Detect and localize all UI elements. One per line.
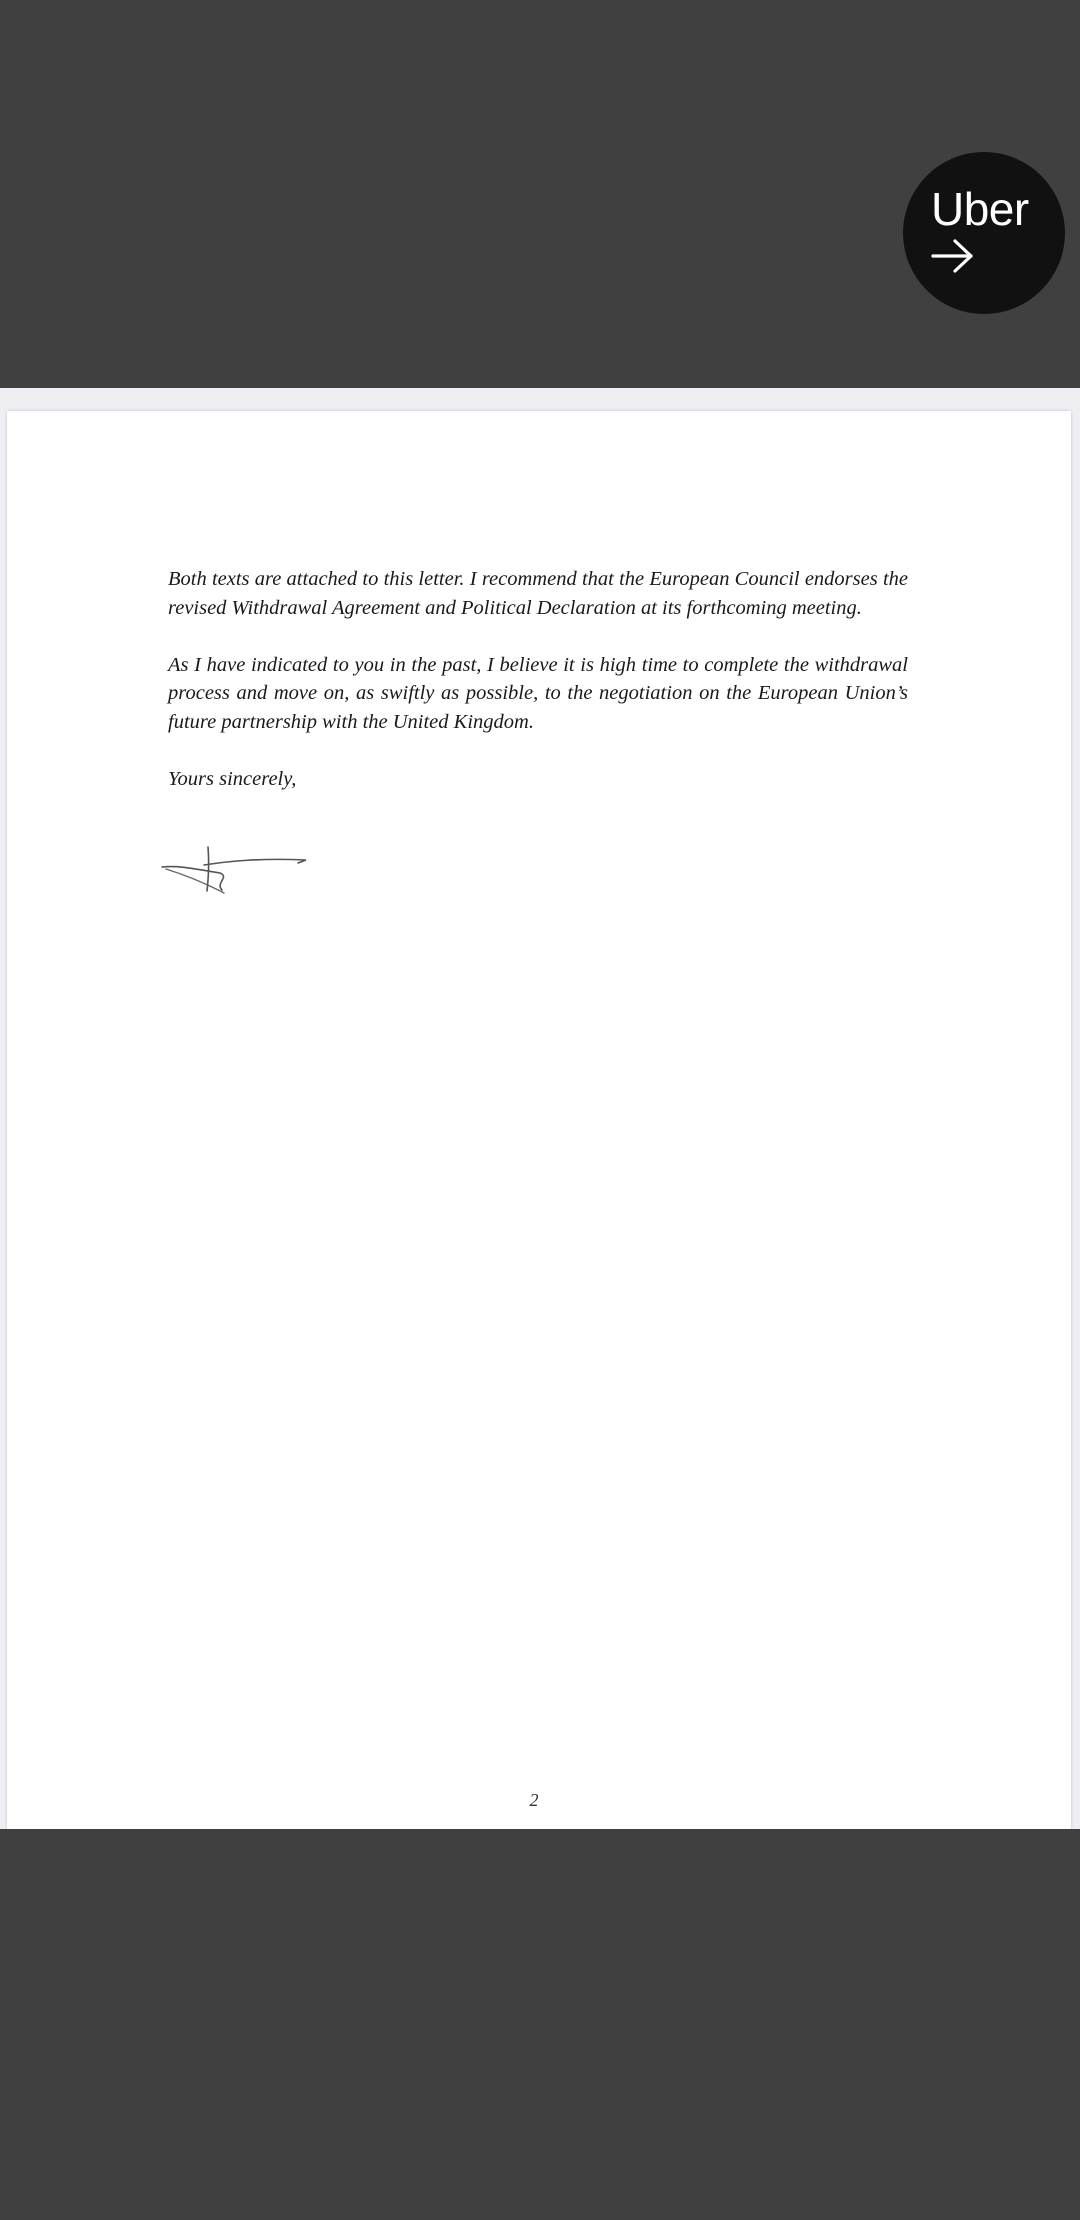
ad-area-top [0,0,1080,388]
signature-image [160,845,310,897]
page-number: 2 [529,1790,539,1810]
letter-paragraph: Both texts are attached to this letter. I recommend that the European Council endorses the revised Withdrawal Agreement and Political Declaration at its forthcoming meeting. [168,568,908,619]
letter-closing: Yours sincerely, [168,767,297,790]
letter-paragraph: As I have indicated to you in the past, I believe it is high time to complete the withdrawal process and move on, as swiftly as possible, to the negotiation on the European Union’s future partnership with the United Kingdom. [168,653,908,733]
letter-body [168,565,908,793]
arrow-right-icon [931,238,975,274]
ad-brand-label: Uber [931,183,1029,235]
uber-ad-button[interactable] [903,152,1065,314]
viewer-bottom-area [0,1829,1080,2220]
